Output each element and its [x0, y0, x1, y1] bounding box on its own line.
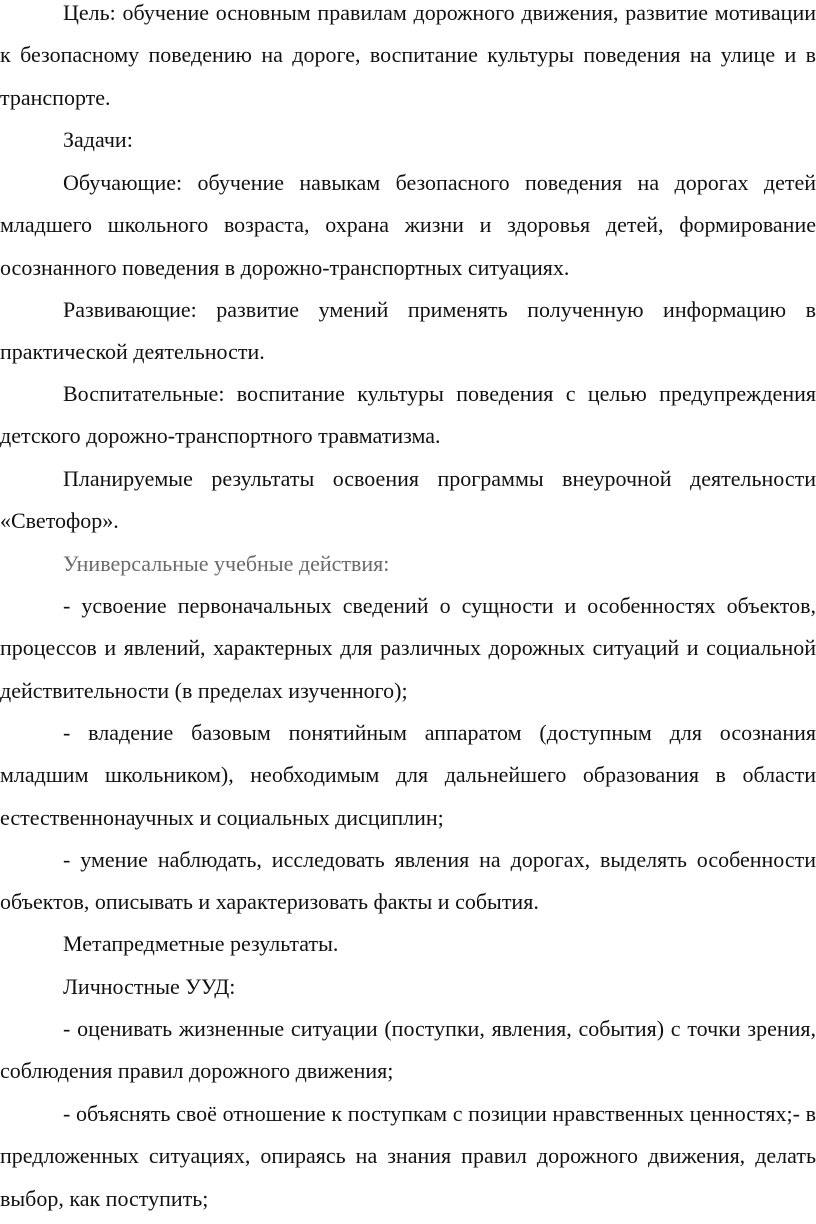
paragraph-uud-item-2: - владение базовым понятийным аппаратом (доступным для осознания младшим школьником), необходимым для дальнейшего образования в области естественнонаучных и социальных дисциплин; [0, 720, 816, 830]
paragraph-uud-item-3: - умение наблюдать, исследовать явления на дорогах, выделять особенности объектов, описывать и характеризовать факты и события. [0, 847, 816, 915]
paragraph-uud-heading: Универсальные учебные действия: [63, 551, 390, 576]
paragraph-planned-results: Планируемые результаты освоения программы внеурочной деятельности «Светофор». [0, 466, 816, 534]
paragraph-developing: Развивающие: развитие умений применять полученную информацию в практической деятельности. [0, 297, 816, 365]
paragraph-meta-results: Метапредметные результаты. [63, 931, 339, 956]
paragraph-goal: Цель: обучение основным правилам дорожного движения, развитие мотивации к безопасному поведению на дороге, воспитание культуры поведения на улице и в транспорте. [0, 0, 816, 110]
paragraph-teaching: Обучающие: обучение навыкам безопасного поведения на дорогах детей младшего школьного возраста, охрана жизни и здоровья детей, формирование осознанного поведения в дорожно-транспортных ситуациях. [0, 170, 816, 280]
paragraph-uud-item-1: - усвоение первоначальных сведений о сущности и особенностях объектов, процессов и явлений, характерных для различных дорожных ситуаций и социальной действительности (в пределах изученного); [0, 593, 816, 703]
paragraph-educational: Воспитательные: воспитание культуры поведения с целью предупреждения детского дорожно-транспортного травматизма. [0, 381, 816, 449]
paragraph-personal-item-1: - оценивать жизненные ситуации (поступки, явления, события) с точки зрения, соблюдения правил дорожного движения; [0, 1016, 816, 1084]
paragraph-personal-uud: Личностные УУД: [63, 974, 236, 999]
paragraph-personal-item-2: - объяснять своё отношение к поступкам с позиции нравственных ценностях;- в предложенных ситуациях, опираясь на знания правил дорожного движения, делать выбор, как поступить; [0, 1101, 816, 1211]
paragraph-tasks-heading: Задачи: [63, 127, 133, 152]
